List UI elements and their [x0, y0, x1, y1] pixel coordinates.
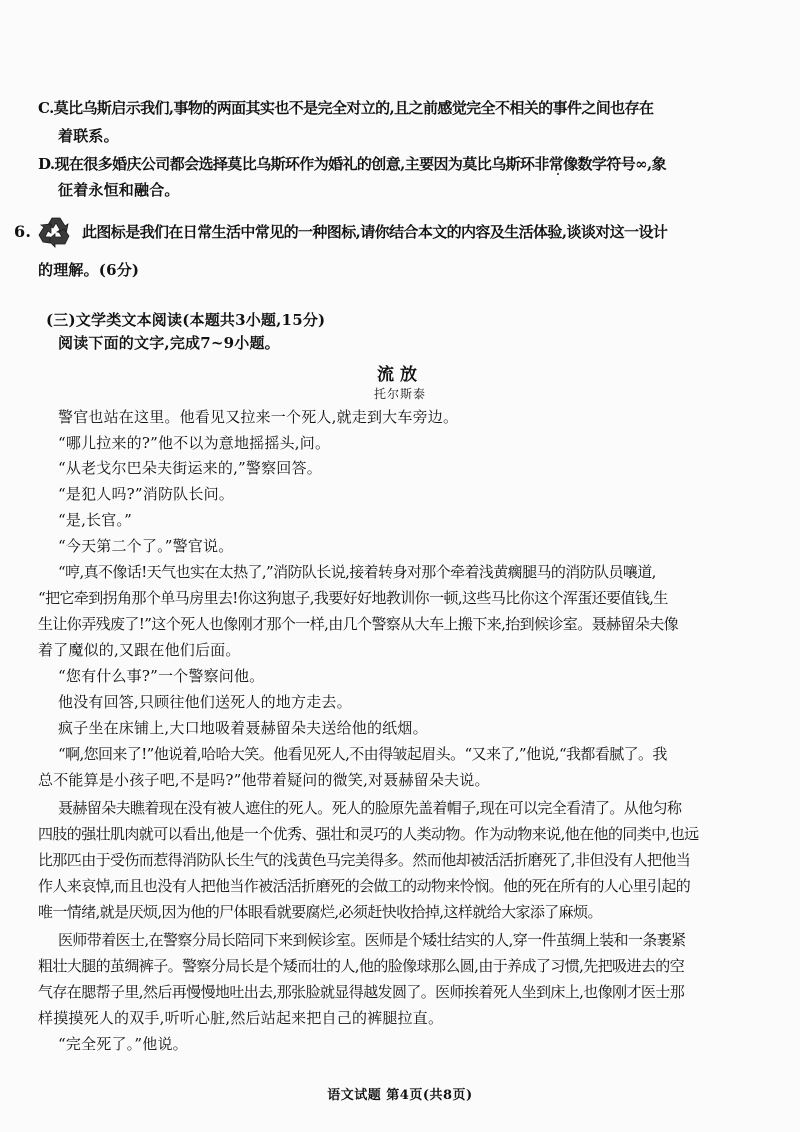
story-line: 着了魔似的,又跟在他们后面。 — [38, 641, 241, 659]
section-3-instruction: 阅读下面的文字,完成7~9小题。 — [58, 334, 280, 352]
story-line: “今天第二个了。”警官说。 — [58, 537, 234, 555]
story-line: 生让你弄残废了!”这个死人也像刚才那个一样,由几个警察从大车上搬下来,抬到候诊室。聂赫留朵夫像 — [38, 615, 679, 633]
story-line: “是,长官。” — [58, 511, 133, 529]
story-line: “是犯人吗?”消防队长问。 — [58, 485, 234, 503]
story-line: “啊,您回来了!”他说着,哈哈大笑。他看见死人,不由得皱起眉头。“又来了,”他说,“我都看腻了。我 — [58, 745, 667, 763]
story-line: “您有什么事?”一个警察问他。 — [58, 667, 265, 685]
story-line: 样摸摸死人的双手,听听心脏,然后站起来把自己的裤腿拉直。 — [38, 1009, 444, 1027]
story-line: “哼,真不像话!天气也实在太热了,”消防队长说,接着转身对那个牵着浅黄瘸腿马的消防队员嚷道, — [58, 563, 656, 581]
section-3-heading: (三)文学类文本阅读(本题共3小题,15分) — [46, 311, 326, 329]
story-line: 四肢的强壮肌肉就可以看出,他是一个优秀、强壮和灵巧的人类动物。作为动物来说,他在他的同类中,也远 — [38, 825, 699, 843]
question-6-line-1: 此图标是我们在日常生活中常见的一种图标,请你结合本文的内容及生活体验,谈谈对这一设计 — [82, 223, 668, 241]
story-line: 医师带着医士,在警察分局长陪同下来到候诊室。医师是个矮壮结实的人,穿一件茧绸上装和一条裹紧 — [58, 931, 686, 949]
option-c-line-2: 着联系。 — [58, 127, 119, 145]
question-6-line-2: 的理解。(6分) — [38, 261, 140, 279]
story-line: 气存在腮帮子里,然后再慢慢地吐出去,那张脸就显得越发圆了。医师挨着死人坐到床上,也像刚才医士那 — [38, 983, 685, 1001]
story-line: 比那匹由于受伤而惹得消防队长生气的浅黄色马完美得多。然而他却被活活折磨死了,非但没有人把他当 — [38, 851, 691, 869]
story-line: 警官也站在这里。他看见又拉来一个死人,就走到大车旁边。 — [58, 408, 459, 426]
page-footer: 语文试题 第4页(共8页) — [327, 1088, 473, 1103]
story-line: “完全死了。”他说。 — [58, 1035, 188, 1053]
story-line: “从老戈尔巴朵夫街运来的,”警察回答。 — [58, 459, 322, 477]
story-line: 总不能算是小孩子吧,不是吗?”他带着疑问的微笑,对聂赫留朵夫说。 — [38, 771, 490, 789]
question-6-number: 6. — [14, 222, 32, 241]
option-d-line-2: 征着永恒和融合。 — [58, 181, 180, 199]
story-line: “哪儿拉来的?”他不以为意地摇摇头,问。 — [58, 434, 331, 452]
story-author: 托尔斯泰 — [373, 387, 426, 401]
story-line: 疯子坐在床铺上,大口地吸着聂赫留朵夫送给他的纸烟。 — [58, 719, 428, 737]
story-line: 粗壮大腿的茧绸裤子。警察分局长是个矮而壮的人,他的脸像球那么圆,由于养成了习惯,先把吸进去的空 — [38, 957, 685, 975]
option-d-line-1: D.现在很多婚庆公司都会选择莫比乌斯环作为婚礼的创意,主要因为莫比乌斯环非常像数学符号∞,象 — [38, 155, 667, 173]
story-line: “把它牵到拐角那个单马房里去!你这狗崽子,我要好好地教训你一顿,这些马比你这个浑蛋还要值钱,生 — [38, 589, 668, 607]
emphasis-dot — [557, 173, 559, 175]
recycle-icon — [38, 215, 74, 249]
story-line: 作人来哀悼,而且也没有人把他当作被活活折磨死的会做工的动物来怜悯。他的死在所有的人心里引起的 — [38, 877, 691, 895]
story-line: 他没有回答,只顾往他们送死人的地方走去。 — [58, 693, 352, 711]
option-c-line-1: C.莫比乌斯启示我们,事物的两面其实也不是完全对立的,且之前感觉完全不相关的事件之间也存在 — [38, 99, 654, 117]
story-line: 唯一情绪,就是厌烦,因为他的尸体眼看就要腐烂,必须赶快收拾掉,这样就给大家添了麻烦。 — [38, 903, 602, 921]
story-title: 流放 — [377, 365, 423, 385]
story-line: 聂赫留朵夫瞧着现在没有被人遮住的死人。死人的脸原先盖着帽子,现在可以完全看清了。从他匀称 — [58, 799, 682, 817]
